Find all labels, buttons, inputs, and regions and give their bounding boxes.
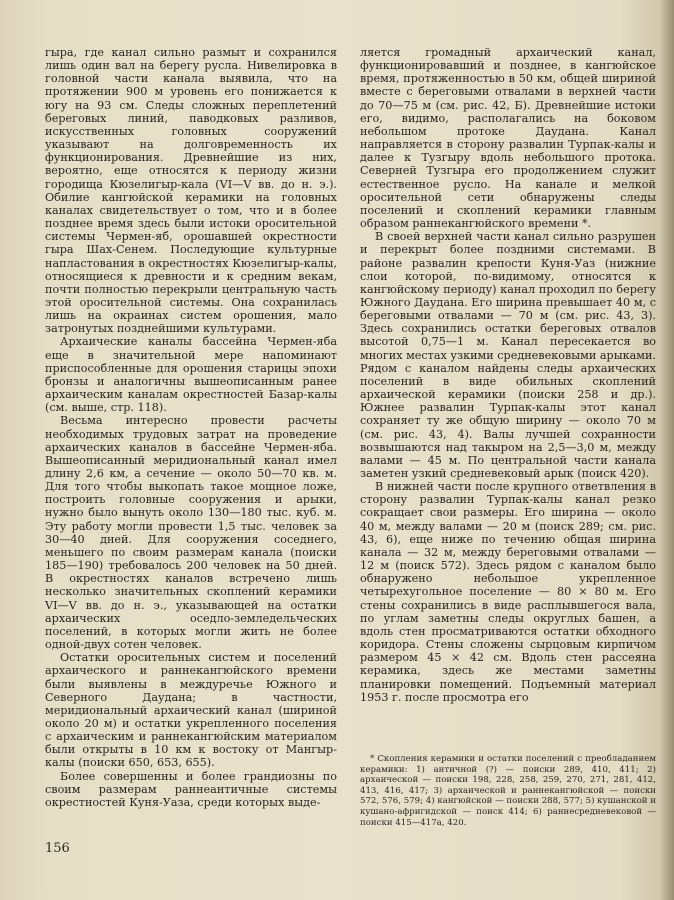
paragraph-lower-canal: В нижней части после крупного ответвления в сторону развалин Турпак-калы канал резко сокращает свои размеры. Его ширина — около 40 м, между валами — 20 м (поиск 289; см. рис. 43, 6), еще ниже по течению общая ширина канала — 32 м, между береговыми отвалами — 12 м (поиск 572). Здесь рядом с каналом было обнаружено небольшое укрепленное четырехугольное поселение — 80 × 80 м. Его стены сохранились в виде расплывшегося вала, по углам заметны следы округлых башен, а вдоль стен просматриваются остатки обходного коридора. Стены сложены сырцовым кирпичом размером 45 × 42 см. Вдоль стен рассеяна керамика, здесь же местами заметны планировки помещений. Подъемный материал 1953 г. после просмотра его (360, 480, 656, 704)
footnote-text: * Скопления керамики и остатки поселений с преобладанием керамики: 1) античной (?) — поиски 289, 410, 411; 2) архаической — поиски 198, 228, 258, 259, 270, 271, 281, 412, 413, 416, 417; 3) архаической и раннекангюйской — поиски 572, 576, 579; 4) кангюйской — поиски 288, 577; 5) кушанской и кушано-афригидской — поиск 414; 6) раннесредневековой — поиски 415—417а, 420. (360, 754, 656, 828)
page-number: 156 (45, 841, 70, 856)
paragraph-labor-calculations: Весьма интересно провести расчеты необходимых трудовых затрат на проведение архаических каналов в бассейне Чермен-яба. Вышеописанный меридиональный канал имел длину 2,6 км, а сечение — около 50—70 кв. м. Для того чтобы выкопать такое мощное ложе, построить головные сооружения и арыки, нужно было вынуть около 130—180 тыс. куб. м. Эту работу могли провести 1,5 тыс. человек за 30—40 дней. Для сооружения соседнего, меньшего по своим размерам канала (поиски 185—190) требовалось 200 человек на 50 дней. В окрестностях каналов встречено лишь несколько значительных скоплений керамики VI—V вв. до н. э., указывающей на остатки архаических оседло-земледельческих поселений, в которых могли жить не более одной-двух сотен человек. (45, 414, 337, 652)
paragraph-archaic-canals: Архаические каналы бассейна Чермен-яба еще в значительной мере напоминают приспособленные для орошения старицы эпохи бронзы и аналогичны вышеописанным ранее архаическим каналам окрестностей Базар-калы (см. выше, стр. 118). (45, 335, 337, 415)
paragraph-great-canal: ляется громадный архаический канал, функционировавший и позднее, в кангюйское время, протяженностью в 50 км, общей шириной вместе с береговыми отвалами в верхней части до 70—75 м (см. рис. 42, Б). Древнейшие истоки его, видимо, располагались на боковом небольшом протоке Даудана. Канал направляется в сторону развалин Турпак-калы и далее к Тузгыру вдоль небольшого протока. Северней Тузгыра его продолжением служит естественное русло. На канале и мелкой оросительной сети обнаружены следы поселений и скоплений керамики главным образом раннекангюйского времени *. (360, 46, 656, 231)
paragraph-kunya-uaz-systems: Более совершенны и более грандиозны по своим размерам раннеантичные системы окрестностей Куня-Уаза, среди которых выде- (45, 769, 337, 809)
left-column (45, 46, 337, 809)
right-column (360, 46, 656, 704)
paragraph-upper-canal: В своей верхней части канал сильно разрушен и перекрыт более поздними системами. В районе развалин крепости Куня-Уаз (нижние слои которой, по-видимому, относятся к кангюйскому периоду) канал проходил по берегу Южного Даудана. Его ширина превышает 40 м, с береговыми отвалами — 70 м (см. рис. 43, 3). Здесь сохранились остатки береговых отвалов высотой 0,75—1 м. Канал пересекается во многих местах узкими средневековыми арыками. Рядом с каналом найдены следы архаических поселений в виде обильных скоплений архаической керамики (поиски 258 и др.). Южнее развалин Турпак-калы этот канал сохраняет ту же общую ширину — около 70 м (см. рис. 43, 4). Валы лучшей сохранности возвышаются над такыром на 2,5—3,0 м, между валами — 45 м. По центральной части канала заметен узкий средневековый арык (поиск 420). (360, 230, 656, 480)
page-edge-shadow (660, 0, 674, 900)
paragraph-irrigation-remains: Остатки оросительных систем и поселений архаического и раннекангюйского времени были выявлены в междуречье Южного и Северного Даудана; в частности, меридиональный архаический канал (шириной около 20 м) и остатки укрепленного поселения с архаическим и раннекангюйским материалом были открыты в 10 км к востоку от Мангыр-калы (поиски 650, 653, 655). (45, 651, 337, 770)
footnote (360, 754, 656, 828)
paragraph-continued: гыра, где канал сильно размыт и сохранился лишь один вал на берегу русла. Нивелировка в головной части канала выявила, что на протяжении 900 м уровень его понижается к югу на 93 см. Следы сложных переплетений береговых линий, паводковых разливов, искусственных головных сооружений указывают на долговременность их функционирования. Древнейшие из них, вероятно, еще относятся к периоду жизни городища Кюзелигыр-кала (VI—V вв. до н. э.). Обилие кангюйской керамики на головных каналах свидетельствует о том, что и в более позднее время здесь были истоки оросительной системы Чермен-яб, орошавшей окрестности гыра Шах-Сенем. Последующие культурные напластования в окрестностях Кюзелигыр-калы, относящиеся к древности и к средним векам, почти полностью перекрыли центральную часть этой оросительной системы. Она сохранилась лишь на окраинах систем орошения, мало затронутых позднейшими культурами. (45, 46, 337, 336)
